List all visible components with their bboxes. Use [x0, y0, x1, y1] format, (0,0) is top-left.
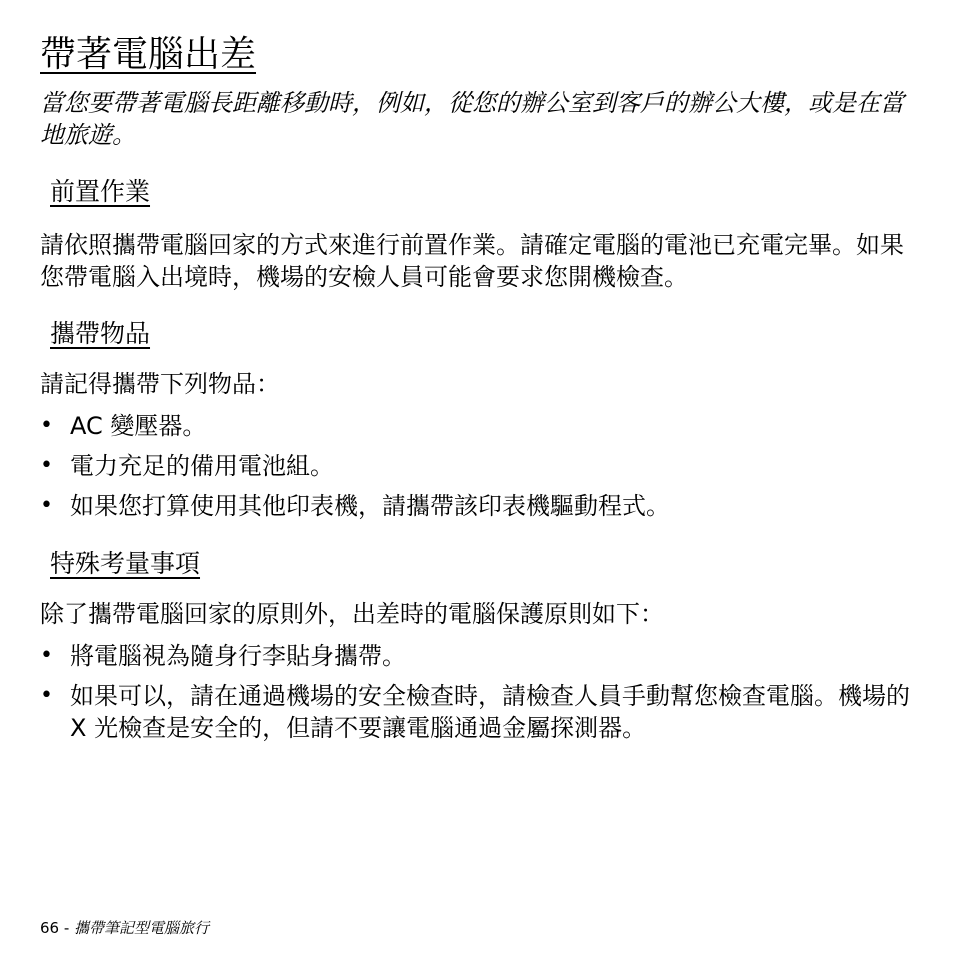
- bullet-icon: •: [40, 643, 53, 668]
- list-item-text: 如果您打算使用其他印表機，請攜帶該印表機驅動程式。: [70, 492, 670, 520]
- bullet-icon: •: [40, 413, 53, 438]
- list-item-text: AC 變壓器。: [70, 412, 207, 440]
- footer-chapter-title: 攜帶筆記型電腦旅行: [74, 919, 210, 937]
- bullet-list-items: [40, 410, 930, 530]
- page-footer: [40, 918, 209, 938]
- section-heading-items: 攜帶物品: [50, 319, 151, 348]
- list-item: [40, 680, 930, 744]
- section-heading-special-considerations: 特殊考量事項: [50, 549, 201, 578]
- bullet-icon: •: [40, 683, 53, 708]
- page-number: 66: [40, 919, 60, 937]
- list-item: [40, 490, 930, 522]
- bullet-list-special-considerations: [40, 640, 930, 752]
- section-heading-preparation: 前置作業: [50, 177, 151, 206]
- bullet-icon: •: [40, 493, 53, 518]
- footer-separator: -: [59, 919, 75, 937]
- list-item-text: 將電腦視為隨身行李貼身攜帶。: [70, 642, 406, 670]
- section-paragraph-items: 請記得攜帶下列物品：: [40, 370, 280, 398]
- list-item-text: 電力充足的備用電池組。: [70, 452, 334, 480]
- list-item: [40, 410, 930, 442]
- list-item-text: 如果可以，請在通過機場的安全檢查時，請檢查人員手動幫您檢查電腦。機場的 X 光檢查是安全的，但請不要讓電腦通過金屬探測器。: [70, 682, 910, 742]
- section-paragraph-preparation: 請依照攜帶電腦回家的方式來進行前置作業。請確定電腦的電池已充電完畢。如果您帶電腦入出境時，機場的安檢人員可能會要求您開機檢查。: [40, 231, 904, 291]
- section-paragraph-special-considerations: 除了攜帶電腦回家的原則外，出差時的電腦保護原則如下：: [40, 600, 664, 628]
- list-item: [40, 450, 930, 482]
- list-item: [40, 640, 930, 672]
- intro-paragraph: 當您要帶著電腦長距離移動時，例如，從您的辦公室到客戶的辦公大樓，或是在當地旅遊。: [40, 89, 904, 149]
- bullet-icon: •: [40, 453, 53, 478]
- page-title: 帶著電腦出差: [40, 34, 257, 75]
